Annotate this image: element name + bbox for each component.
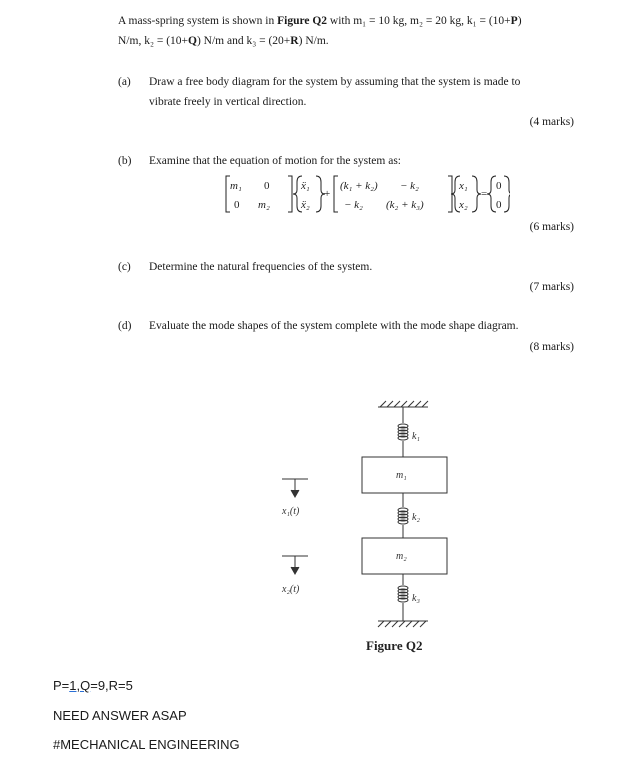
intro-text: ) bbox=[517, 15, 522, 27]
equals-sign: = bbox=[481, 188, 488, 200]
stiff-11: (k₁ + k₂) bbox=[340, 180, 378, 192]
bottom-ground-hatch bbox=[378, 621, 426, 627]
subject-tag: #MECHANICAL ENGINEERING bbox=[53, 737, 240, 752]
label-x1: x₁(t) bbox=[282, 506, 300, 517]
part-a-marks: (4 marks) bbox=[529, 116, 574, 128]
disp-x1: x₁ bbox=[459, 180, 468, 192]
part-b-text: Examine that the equation of motion for the system as: bbox=[149, 155, 401, 167]
x1-arrow-icon bbox=[282, 479, 308, 497]
part-c-label: (c) bbox=[118, 261, 131, 273]
accel-x1: ẍ₁ bbox=[301, 180, 310, 192]
part-c-text: Determine the natural frequencies of the system. bbox=[149, 261, 373, 273]
mass-m1: m₁ bbox=[230, 180, 242, 192]
stiff-22: (k₂ + k₃) bbox=[386, 199, 424, 211]
top-ground-hatch bbox=[380, 401, 428, 407]
label-m1: m₁ bbox=[396, 470, 407, 481]
stiff-12: − k₂ bbox=[400, 180, 419, 192]
label-x2: x₂(t) bbox=[282, 584, 300, 595]
param-values-suffix: =9,R=5 bbox=[90, 678, 133, 693]
part-a-text-2: vibrate freely in vertical direction. bbox=[149, 96, 307, 108]
part-b-label: (b) bbox=[118, 155, 132, 167]
label-k2: k₂ bbox=[412, 512, 420, 523]
spring-k3 bbox=[398, 574, 408, 621]
figure-reference: Figure Q2 bbox=[277, 15, 328, 27]
spring-k1 bbox=[398, 407, 408, 457]
intro-text: N/m, k₂ = (10+ bbox=[118, 35, 189, 47]
spring-k2 bbox=[398, 493, 408, 538]
x2-arrow-icon bbox=[282, 556, 308, 574]
param-values-prefix: P= bbox=[53, 678, 70, 693]
question-intro-line2 bbox=[118, 34, 329, 49]
equation-of-motion bbox=[220, 172, 510, 216]
label-k1: k₁ bbox=[412, 431, 420, 442]
intro-text: ) N/m. bbox=[298, 35, 329, 47]
param-q: Q bbox=[188, 35, 197, 47]
param-r: R bbox=[290, 35, 299, 47]
part-c-marks: (7 marks) bbox=[529, 281, 574, 293]
mass-0a: 0 bbox=[264, 180, 270, 192]
part-a-text: Draw a free body diagram for the system by assuming that the system is made to bbox=[149, 76, 521, 88]
intro-text: with m₁ = 10 kg, m₂ = 20 kg, k₁ = (10+ bbox=[327, 15, 511, 27]
mass-0b: 0 bbox=[234, 199, 240, 211]
zero-2: 0 bbox=[496, 199, 502, 211]
part-b-marks: (6 marks) bbox=[529, 221, 574, 233]
part-d-marks: (8 marks) bbox=[529, 341, 574, 353]
part-a-label: (a) bbox=[118, 76, 131, 88]
label-m2: m₂ bbox=[396, 551, 407, 562]
need-answer-note: NEED ANSWER ASAP bbox=[53, 708, 187, 723]
stiff-21: − k₂ bbox=[344, 199, 363, 211]
accel-x2: ẍ₂ bbox=[301, 199, 310, 211]
intro-text: ) N/m and k₃ = (20+ bbox=[196, 35, 291, 47]
param-p: P bbox=[510, 15, 518, 27]
intro-text: A mass-spring system is shown in bbox=[118, 15, 278, 27]
disp-x2: x₂ bbox=[459, 199, 468, 211]
label-k3: k₃ bbox=[412, 593, 420, 604]
plus-sign: + bbox=[324, 188, 331, 200]
param-values bbox=[53, 678, 133, 693]
mass-spring-figure bbox=[260, 395, 460, 660]
param-values-underlined: 1,Q bbox=[69, 678, 91, 693]
zero-1: 0 bbox=[496, 180, 502, 192]
part-d-text: Evaluate the mode shapes of the system complete with the mode shape diagram. bbox=[149, 320, 519, 332]
question-intro-line1 bbox=[118, 14, 522, 29]
mass-m2: m₂ bbox=[258, 199, 270, 211]
part-d-label: (d) bbox=[118, 320, 132, 332]
figure-caption: Figure Q2 bbox=[366, 638, 423, 653]
